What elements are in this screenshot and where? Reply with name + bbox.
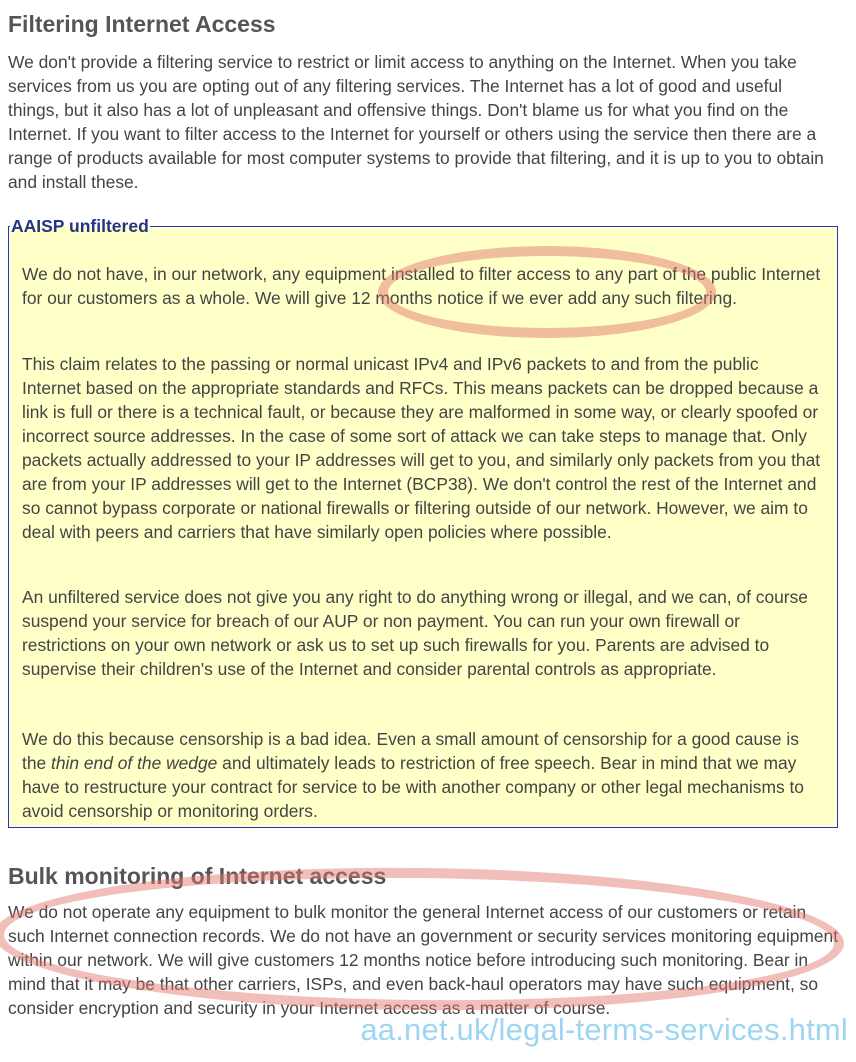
paragraph-4-end: and ultimately leads to restriction of free speech. Bear in mind that we may have to restructure your contract for service to be with another company or other legal mechanisms to avoid censorship or monitoring orders. (22, 753, 804, 821)
filtering-heading: Filtering Internet Access (8, 11, 276, 37)
unfiltered-box-legend: AAISP unfiltered (11, 216, 149, 236)
source-url-caption: aa.net.uk/legal-terms-services.html (360, 1012, 848, 1047)
unfiltered-paragraph-3: An unfiltered service does not give you any right to do anything wrong or illegal, and we can, of course suspend your service for breach of our AUP or non payment. You can run your own firewall or restrictions on your own network or ask us to set up such firewalls for you. Parents are advised to supervise their children's use of the Internet and consider parental controls as appropriate. (22, 587, 808, 679)
unfiltered-paragraph-2: This claim relates to the passing or normal unicast IPv4 and IPv6 packets to and from the public Internet based on the appropriate standards and RFCs. This means packets can be dropped because a link is full or there is a technical fault, or because they are malformed in some way, or clearly spoofed or incorrect source addresses. In the case of some sort of attack we can take steps to manage that. Only packets actually addressed to your IP addresses will get to you, and similarly only packets from you that are from your IP addresses will get to the Internet (BCP38). We don't control the rest of the Internet and so cannot bypass corporate or national firewalls or filtering outside of our network. However, we aim to deal with peers and carriers that have similarly open policies where possible. (22, 354, 821, 542)
bulk-monitoring-paragraph: We do not operate any equipment to bulk monitor the general Internet access of our customers or retain such Internet connection records. We do not have an government or security services monitoring equipment within our network. We will give customers 12 months notice before introducing such monitoring. Bear in mind that it may be that other carriers, ISPs, and even back-haul operators may have such equipment, so consider encryption and security in your Internet access as a matter of course. (8, 902, 839, 1018)
unfiltered-paragraph-4 (22, 727, 822, 823)
unfiltered-box (8, 216, 838, 828)
wedge-emphasis: thin end of the wedge (51, 753, 218, 773)
filtering-intro-paragraph: We don't provide a filtering service to restrict or limit access to anything on the Internet. When you take services from us you are opting out of any filtering services. The Internet has a lot of good and useful things, but it also has a lot of unpleasant and offensive things. Don't blame us for what you find on the Internet. If you want to filter access to the Internet for yourself or others using the service then there are a range of products available for most computer systems to provide that filtering, and it is up to you to obtain and install these. (8, 52, 824, 192)
paragraph-4-start: We do this because censorship is a bad idea. Even a small amount of censorship for a good cause is the (22, 729, 799, 773)
unfiltered-paragraph-1: We do not have, in our network, any equipment installed to filter access to any part of the public Internet for our customers as a whole. We will give 12 months notice if we ever add any such filtering. (22, 264, 821, 308)
bulk-monitoring-heading: Bulk monitoring of Internet access (8, 863, 387, 889)
